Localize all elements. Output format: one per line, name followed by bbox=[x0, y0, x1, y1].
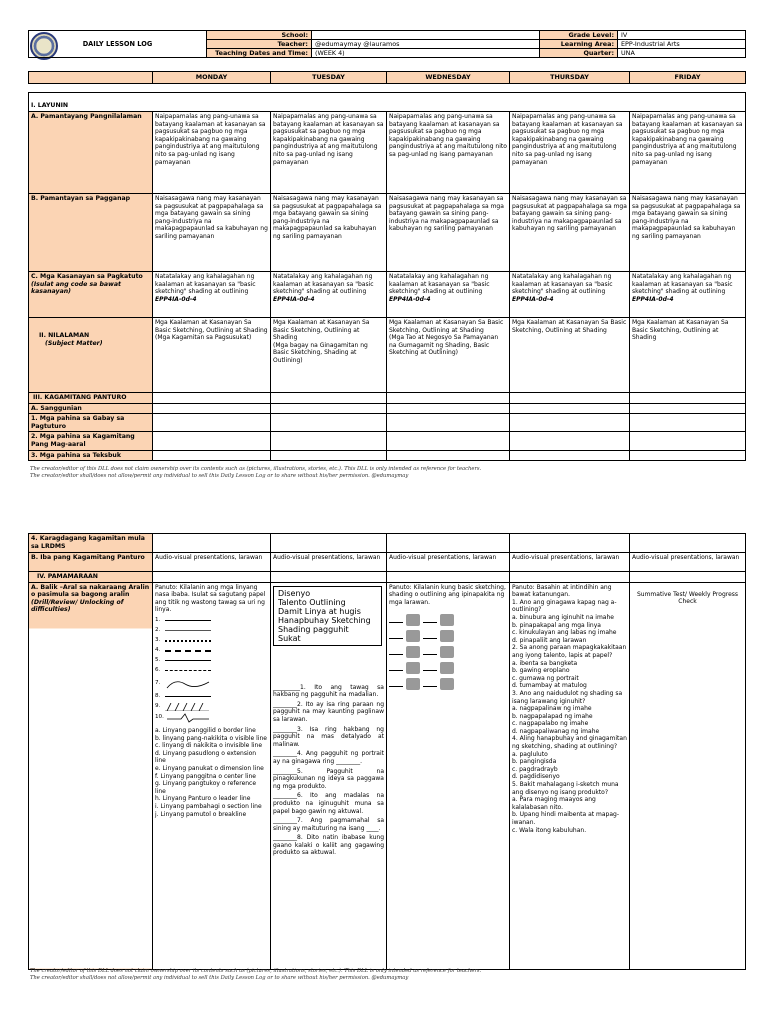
pic-row-1 bbox=[389, 612, 507, 628]
kasanayan-fri-code: EPP4IA-0d-4 bbox=[632, 295, 674, 303]
iba-pang-fri: Audio-visual presentations, larawan bbox=[630, 553, 746, 572]
pagganap-thu: Naisasagawa nang may kasanayan sa pagsusukat at pagpapahalaga sa mga batayang gawain sa sining pang-industriya na makapagpapaunlad sa kabuhayan ng sariling pamayanan bbox=[510, 194, 630, 272]
gabay-mon bbox=[153, 414, 271, 432]
kagamitang-pang-thu bbox=[510, 432, 630, 450]
teksbuk-tue bbox=[271, 450, 387, 461]
quarter-value: UNA bbox=[618, 49, 746, 58]
line-sample-10: 10. bbox=[155, 712, 268, 724]
choice-d: d. Linyang pasudlong o extension line bbox=[155, 749, 257, 765]
tue-item-2: ________2. Ito ay isa ring paraan ng pagguhit na may kaunting paglinaw sa larawan. bbox=[273, 700, 384, 723]
nilalaman-tue-extra: (Mga bagay na Ginagamitan ng Basic Sketching, Shading at Outlining) bbox=[273, 341, 368, 364]
kasanayan-thu-code: EPP4IA-0d-4 bbox=[512, 295, 554, 303]
word-box-1: Disenyo bbox=[278, 588, 311, 598]
sanggunian-tue bbox=[271, 403, 387, 414]
word-box-6: Sukat bbox=[278, 633, 301, 643]
choice-b: b. linyang pang-nakikita o visible line bbox=[155, 734, 267, 742]
thu-line-6: 2. Sa anong paraan mapagkakakitaan ang iyong talento, lapis at papel? bbox=[512, 644, 627, 659]
balik-aral-tue bbox=[271, 582, 387, 969]
thu-line-0: Panuto: Basahin at intindihin ang bawat katanungan. bbox=[512, 583, 612, 599]
lrdms-tue bbox=[271, 534, 387, 553]
sanggunian-label: A. Sanggunian bbox=[29, 403, 153, 414]
kagamitang-pang-mon bbox=[153, 432, 271, 450]
lrdms-label: 4. Karagdagang kagamitan mula sa LRDMS bbox=[29, 534, 153, 553]
line-sample-7: 7. bbox=[155, 676, 268, 692]
nilalaman-mon-extra: (Mga Kagamitan sa Pagsusukat) bbox=[155, 334, 252, 342]
gabay-tue bbox=[271, 414, 387, 432]
word-box-5: Shading pagguhit bbox=[278, 624, 349, 634]
kasanayan-tue bbox=[271, 272, 387, 318]
pamamaraan-wed bbox=[387, 572, 510, 583]
footer-page1 bbox=[30, 466, 745, 480]
thu-line-3: b. pinapakapal ang mga linya bbox=[512, 621, 601, 629]
kasanayan-mon-text: Natatalakay ang kahalagahan ng kaalaman at kasanayan sa "basic sketching" shading at outlining bbox=[155, 273, 256, 296]
footer-page1-line2: The creator/editor shall/does not allow/permit any individual to sell this Daily Lesson Log or to share without his/her permission. @edumaymay bbox=[30, 473, 409, 480]
pagganap-label: B. Pamantayan sa Pagganap bbox=[29, 194, 153, 272]
thu-line-18: b. pangingisda bbox=[512, 758, 557, 766]
thu-line-22: a. Para maging maayos ang kalalabasan nito. bbox=[512, 796, 596, 811]
iba-pang-thu: Audio-visual presentations, larawan bbox=[510, 553, 630, 572]
thu-line-10: d. tumambay at matulog bbox=[512, 682, 587, 690]
thu-line-21: 5. Bakit mahalagang i-sketch muna ang disenyo ng isang produkto? bbox=[512, 781, 619, 796]
building-image bbox=[440, 662, 454, 674]
nilalaman-label bbox=[29, 318, 153, 393]
kasanayan-subtitle: (Isulat ang code sa bawat kasanayan) bbox=[31, 280, 121, 296]
choice-g: g. Linyang pangtukoy o reference line bbox=[155, 780, 257, 795]
kagamitang-pang-fri bbox=[630, 432, 746, 450]
pic-row-3 bbox=[389, 644, 507, 660]
tue-item-8: ________8. Dito natin ibabase kung gaano kalaki o kaliit ang gagawing produkto sa aktuwal. bbox=[273, 834, 384, 857]
footer-page1-line1: The creator/editor of this DLL does not claim ownership over its contents such as (pictures, illustrations, stories, etc.). This DLL is only intended as reference for teachers. bbox=[30, 466, 482, 472]
kagamitan-mon bbox=[153, 393, 271, 404]
choice-a: a. Linyang panggilid o border line bbox=[155, 726, 256, 734]
tue-item-7: ________7. Ang pagmamahal sa sining ay maituturing na isang ____. bbox=[273, 817, 384, 832]
teksbuk-label: 3. Mga pahina sa Teksbuk bbox=[29, 450, 153, 461]
kasanayan-mon-code: EPP4IA-0d-4 bbox=[155, 295, 197, 303]
gadget-image bbox=[440, 646, 454, 658]
line-sample-4: 4. bbox=[155, 646, 268, 656]
lrdms-thu bbox=[510, 534, 630, 553]
thu-line-5: d. pinapaliit ang larawan bbox=[512, 636, 587, 644]
pamamaraan-fri bbox=[630, 572, 746, 583]
choice-h: h. Linyang Panturo o leader line bbox=[155, 795, 251, 803]
pagganap-fri: Naisasagawa nang may kasanayan sa pagsusukat at pagpapahalaga sa mga batayang gawain sa sining pang-industriya na makapagpapaunlad sa kabuhayan ng sariling pamayanan bbox=[630, 194, 746, 272]
sketch-figure-image bbox=[406, 614, 420, 626]
mon-line-samples bbox=[155, 616, 268, 724]
pamamaraan-tue bbox=[271, 572, 387, 583]
tue-item-3: ________3. Isa ring hakbang ng pagguhit na mas detalyado at malinaw. bbox=[273, 725, 384, 748]
lrdms-wed bbox=[387, 534, 510, 553]
sanggunian-thu bbox=[510, 403, 630, 414]
nilalaman-wed-extra: (Mga Tao at Negosyo Sa Pamayanan na Gumagamit ng Shading, Basic Sketching at Outlining) bbox=[389, 334, 499, 357]
nilalaman-fri: Mga Kaalaman at Kasanayan Sa Basic Sketching, Outlining at Shading bbox=[630, 318, 746, 393]
thu-line-14: c. nagpapalabo ng imahe bbox=[512, 720, 589, 728]
line-sample-3: 3. bbox=[155, 636, 268, 646]
school-label: School: bbox=[207, 31, 312, 40]
lesson-table-page1 bbox=[28, 92, 746, 461]
wed-intro: Panuto: Kilalanin kung basic sketching, shading o outlining ang ipinapakita ng mga larawan. bbox=[389, 583, 506, 606]
tue-item-6: ________6. Ito ang madalas na produkto na iginuguhit muna sa papel bago gawin ng aktuwal. bbox=[273, 792, 384, 815]
footer-page2-line2: The creator/editor shall/does not allow/permit any individual to sell this Daily Lesson Log or to share without his/her permission. @edumaymay bbox=[30, 975, 409, 982]
gabay-wed bbox=[387, 414, 510, 432]
object-image bbox=[440, 678, 454, 690]
balik-aral-title: A. Balik –Aral sa nakaraang Aralin o pasimula sa bagong aralin bbox=[31, 583, 150, 599]
choice-e: e. Linyang panukat o dimension line bbox=[155, 764, 264, 772]
pic-row-5 bbox=[389, 676, 507, 692]
day-thursday: THURSDAY bbox=[510, 72, 630, 84]
hatch-line-icon bbox=[165, 703, 211, 711]
line-sample-2: 2. bbox=[155, 626, 268, 636]
kasanayan-mon bbox=[153, 272, 271, 318]
tue-item-4: ________4. Ang pagguhit ng portrait ay na ginagawa ring ________. bbox=[273, 750, 384, 765]
day-wednesday: WEDNESDAY bbox=[387, 72, 510, 84]
choice-j: j. Linyang pamutol o breakline bbox=[155, 810, 247, 818]
pagganap-tue: Naisasagawa nang may kasanayan sa pagsusukat at pagpapahalaga sa mga batayang gawain sa sining pang-industriya na makapagpapaunlad sa kabuhayan ng sariling pamayanan bbox=[271, 194, 387, 272]
word-box-4: Hanapbuhay Sketching bbox=[278, 615, 371, 625]
teksbuk-thu bbox=[510, 450, 630, 461]
sanggunian-fri bbox=[630, 403, 746, 414]
thu-line-7: a. ibenta sa bangketa bbox=[512, 659, 578, 667]
face-image bbox=[406, 678, 420, 690]
choice-c: c. linyang di nakikita o invisible line bbox=[155, 742, 263, 750]
lrdms-fri bbox=[630, 534, 746, 553]
balik-aral-label bbox=[29, 582, 153, 969]
portrait-image bbox=[406, 630, 420, 642]
layunin-heading: I. LAYUNIN bbox=[29, 93, 746, 112]
grade-label: Grade Level: bbox=[540, 31, 618, 40]
curved-line-icon bbox=[165, 678, 211, 690]
shoe-image bbox=[440, 630, 454, 642]
kasanayan-title: C. Mga Kasanayan sa Pagkatuto bbox=[31, 273, 143, 280]
thu-line-20: d. pagdidisenyo bbox=[512, 773, 560, 781]
thu-line-19: c. pagdradrayb bbox=[512, 765, 558, 773]
balik-aral-wed bbox=[387, 582, 510, 969]
pagganap-mon: Naisasagawa nang may kasanayan sa pagsusukat at pagpapahalaga sa mga batayang gawain sa sining pang-industriya na makapagpapaunlad sa kabuhayan ng sariling pamayanan bbox=[153, 194, 271, 272]
balik-aral-subtitle: (Drill/Review/ Unlocking of difficulties) bbox=[31, 598, 124, 614]
nilalaman-title: II. NILALAMAN bbox=[39, 332, 90, 339]
tue-item-1: _________1. Ito ang tawag sa hakbang ng pagguhit na madalian. bbox=[273, 683, 384, 699]
pangnilalaman-fri: Naipapamalas ang pang-unawa sa batayang kaalaman at kasanayan sa pagsusukat sa pagbuo ng mga kapakipakinabang na gawaing pangindustriya at ang maitutulong nito sa pag-unlad ng isang pamayanan bbox=[630, 112, 746, 194]
balik-aral-mon bbox=[153, 582, 271, 969]
gabay-thu bbox=[510, 414, 630, 432]
pamamaraan-thu bbox=[510, 572, 630, 583]
gabay-fri bbox=[630, 414, 746, 432]
pangnilalaman-thu: Naipapamalas ang pang-unawa sa batayang kaalaman at kasanayan sa pagsusukat sa pagbuo ng mga kapakipakinabang na gawaing pangindustriya at ang maitutulong nito sa pag-unlad ng isang pamayanan bbox=[510, 112, 630, 194]
school-value bbox=[312, 31, 540, 40]
quarter-label: Quarter: bbox=[540, 49, 618, 58]
pagganap-wed: Naisasagawa nang may kasanayan sa pagsusukat at pagpapahalaga sa mga batayang gawain sa sining pang-industriya na makapagpapaunlad sa kabuhayan ng sariling pamayanan bbox=[387, 194, 510, 272]
kagamitan-label: III. KAGAMITANG PANTURO bbox=[29, 393, 153, 404]
thu-line-11: 3. Ano ang naidudulot ng shading sa isang larawang iginuhit? bbox=[512, 689, 623, 705]
teksbuk-wed bbox=[387, 450, 510, 461]
teksbuk-fri bbox=[630, 450, 746, 461]
area-label: Learning Area: bbox=[540, 40, 618, 49]
pangnilalaman-wed: Naipapamalas ang pang-unawa sa batayang kaalaman at kasanayan sa pagsusukat sa pagbuo ng mga kapakipakinabang na gawaing pangindustriya at ang maitutulong nito sa pag-unlad ng isang pamayanan bbox=[387, 112, 510, 194]
line-sample-1: 1. bbox=[155, 616, 268, 626]
area-value: EPP-Industrial Arts bbox=[618, 40, 746, 49]
line-sample-9: 9. bbox=[155, 702, 268, 712]
kasanayan-wed-text: Natatalakay ang kahalagahan ng kaalaman at kasanayan sa "basic sketching" shading at outlining bbox=[389, 273, 490, 296]
nilalaman-subtitle: (Subject Matter) bbox=[45, 339, 103, 347]
iba-pang-label: B. Iba pang Kagamitang Panturo bbox=[29, 553, 153, 572]
thu-line-16: 4. Aling hanapbuhay and ginagamitan ng sketching, shading at outlining? bbox=[512, 735, 627, 751]
thu-line-2: a. binubura ang iginuhit na imahe bbox=[512, 613, 614, 621]
thu-line-1: 1. Ano ang ginagawa kapag nag a-outlining? bbox=[512, 598, 617, 614]
day-friday: FRIDAY bbox=[630, 72, 746, 84]
teksbuk-mon bbox=[153, 450, 271, 461]
kagamitan-tue bbox=[271, 393, 387, 404]
kasanayan-thu bbox=[510, 272, 630, 318]
header-table bbox=[28, 30, 746, 58]
pangnilalaman-tue: Naipapamalas ang pang-unawa sa batayang kaalaman at kasanayan sa pagsusukat sa pagbuo ng mga kapakipakinabang na gawaing pangindustriya at ang maitutulong nito sa pag-unlad ng isang pamayanan bbox=[271, 112, 387, 194]
kasanayan-thu-text: Natatalakay ang kahalagahan ng kaalaman at kasanayan sa "basic sketching" shading at outlining bbox=[512, 273, 613, 296]
kagamitang-pang-wed bbox=[387, 432, 510, 450]
pamamaraan-mon bbox=[153, 572, 271, 583]
footer-page2-line1: The creator/editor of this DLL does not claim ownership over its contents such as (pictures, illustrations, stories, etc.). This DLL is only intended as reference for teachers. bbox=[30, 968, 482, 974]
iba-pang-wed: Audio-visual presentations, larawan bbox=[387, 553, 510, 572]
lesson-table-page2 bbox=[28, 533, 746, 970]
grade-value: IV bbox=[618, 31, 746, 40]
nilalaman-wed bbox=[387, 318, 510, 393]
sanggunian-mon bbox=[153, 403, 271, 414]
choice-i: i. Linyang pambahagi o section line bbox=[155, 802, 262, 810]
days-row-spacer bbox=[29, 72, 153, 84]
day-monday: MONDAY bbox=[153, 72, 271, 84]
thu-line-24: c. Wala itong kabuluhan. bbox=[512, 826, 587, 834]
kagamitang-pang-label: 2. Mga pahina sa Kagamitang Pang Mag-aaral bbox=[29, 432, 153, 450]
nilalaman-tue-text: Mga Kaalaman at Kasanayan Sa Basic Sketching, Outlining at Shading bbox=[273, 319, 370, 342]
pic-row-2 bbox=[389, 628, 507, 644]
line-sample-5: 5. bbox=[155, 656, 268, 666]
doc-title: DAILY LESSON LOG bbox=[29, 31, 207, 58]
footer-page2 bbox=[30, 968, 745, 982]
thu-line-8: b. gawing eroplano bbox=[512, 667, 570, 675]
pic-row-4 bbox=[389, 660, 507, 676]
kasanayan-wed-code: EPP4IA-0d-4 bbox=[389, 295, 431, 303]
balik-aral-fri: Summative Test/ Weekly Progress Check bbox=[630, 582, 746, 969]
iba-pang-mon: Audio-visual presentations, larawan bbox=[153, 553, 271, 572]
line-sample-6: 6. bbox=[155, 666, 268, 676]
thu-line-23: b. Upang hindi maibenta at mapag-iwanan. bbox=[512, 811, 620, 826]
sanggunian-wed bbox=[387, 403, 510, 414]
break-line-icon bbox=[165, 713, 211, 723]
word-box bbox=[273, 586, 382, 646]
wed-picture-grid bbox=[389, 612, 507, 692]
dates-value: (WEEK 4) bbox=[312, 49, 540, 58]
thu-line-12: a. nagpapalinaw ng imahe bbox=[512, 705, 592, 713]
nilalaman-thu: Mga Kaalaman at Kasanayan Sa Basic Sketching, Outlining at Shading bbox=[510, 318, 630, 393]
pamamaraan-label: IV. PAMAMARAAN bbox=[29, 572, 153, 583]
pangnilalaman-mon: Naipapamalas ang pang-unawa sa batayang kaalaman at kasanayan sa pagsusukat sa pagbuo ng mga kapakipakinabang na gawaing pangindustriya at ang maitutulong nito sa pag-unlad ng isang pamayanan bbox=[153, 112, 271, 194]
nilalaman-tue bbox=[271, 318, 387, 393]
teacher-value: @edumaymay @lauramos bbox=[312, 40, 540, 49]
chair-sketch-image bbox=[440, 614, 454, 626]
kagamitan-fri bbox=[630, 393, 746, 404]
lamp-image bbox=[406, 646, 420, 658]
teacher-label: Teacher: bbox=[207, 40, 312, 49]
kasanayan-tue-text: Natatalakay ang kahalagahan ng kaalaman at kasanayan sa "basic sketching" shading at outlining bbox=[273, 273, 374, 296]
kagamitang-pang-tue bbox=[271, 432, 387, 450]
kagamitan-thu bbox=[510, 393, 630, 404]
kasanayan-tue-code: EPP4IA-0d-4 bbox=[273, 295, 315, 303]
thu-line-13: b. nagpapalapad ng imahe bbox=[512, 712, 593, 720]
kasanayan-wed bbox=[387, 272, 510, 318]
nilalaman-mon bbox=[153, 318, 271, 393]
balik-aral-thu bbox=[510, 582, 630, 969]
days-row bbox=[28, 71, 746, 84]
nilalaman-wed-text: Mga Kaalaman at Kasanayan Sa Basic Sketching, Outlining at Shading bbox=[389, 319, 504, 334]
thu-line-17: a. pagluluto bbox=[512, 750, 548, 758]
gabay-label: 1. Mga pahina sa Gabay sa Pagtuturo bbox=[29, 414, 153, 432]
pangnilalaman-label: A. Pamantayang Pangnilalaman bbox=[29, 112, 153, 194]
tue-item-5: ________5. Pagguhit na pinagkukunan ng ideya sa paggawa ng mga produkto. bbox=[273, 767, 384, 790]
lrdms-mon bbox=[153, 534, 271, 553]
nilalaman-mon-text: Mga Kaalaman at Kasanayan Sa Basic Sketching, Outlining at Shading bbox=[155, 319, 268, 334]
kagamitan-wed bbox=[387, 393, 510, 404]
line-sample-8: 8. bbox=[155, 692, 268, 702]
thu-line-15: d. nagpapaliwanag ng imahe bbox=[512, 727, 600, 735]
thu-line-4: c. kinukulayan ang labas ng imahe bbox=[512, 629, 617, 637]
kasanayan-fri-text: Natatalakay ang kahalagahan ng kaalaman at kasanayan sa "basic sketching" shading at outlining bbox=[632, 273, 733, 296]
day-tuesday: TUESDAY bbox=[271, 72, 387, 84]
house-image bbox=[406, 662, 420, 674]
kasanayan-fri bbox=[630, 272, 746, 318]
dates-label: Teaching Dates and Time: bbox=[207, 49, 312, 58]
iba-pang-tue: Audio-visual presentations, larawan bbox=[271, 553, 387, 572]
thu-line-9: c. gumawa ng portrait bbox=[512, 674, 579, 682]
choice-f: f. Linyang panggitna o center line bbox=[155, 772, 256, 780]
word-box-2: Talento Outlining bbox=[278, 597, 346, 607]
kasanayan-label bbox=[29, 272, 153, 318]
mon-intro: Panuto: Kilalanin ang mga linyang nasa ibaba. Isulat sa sagutang papel ang titik ng wastong tawag sa uri ng linya. bbox=[155, 583, 266, 614]
word-box-3: Damit Linya at hugis bbox=[278, 606, 361, 616]
